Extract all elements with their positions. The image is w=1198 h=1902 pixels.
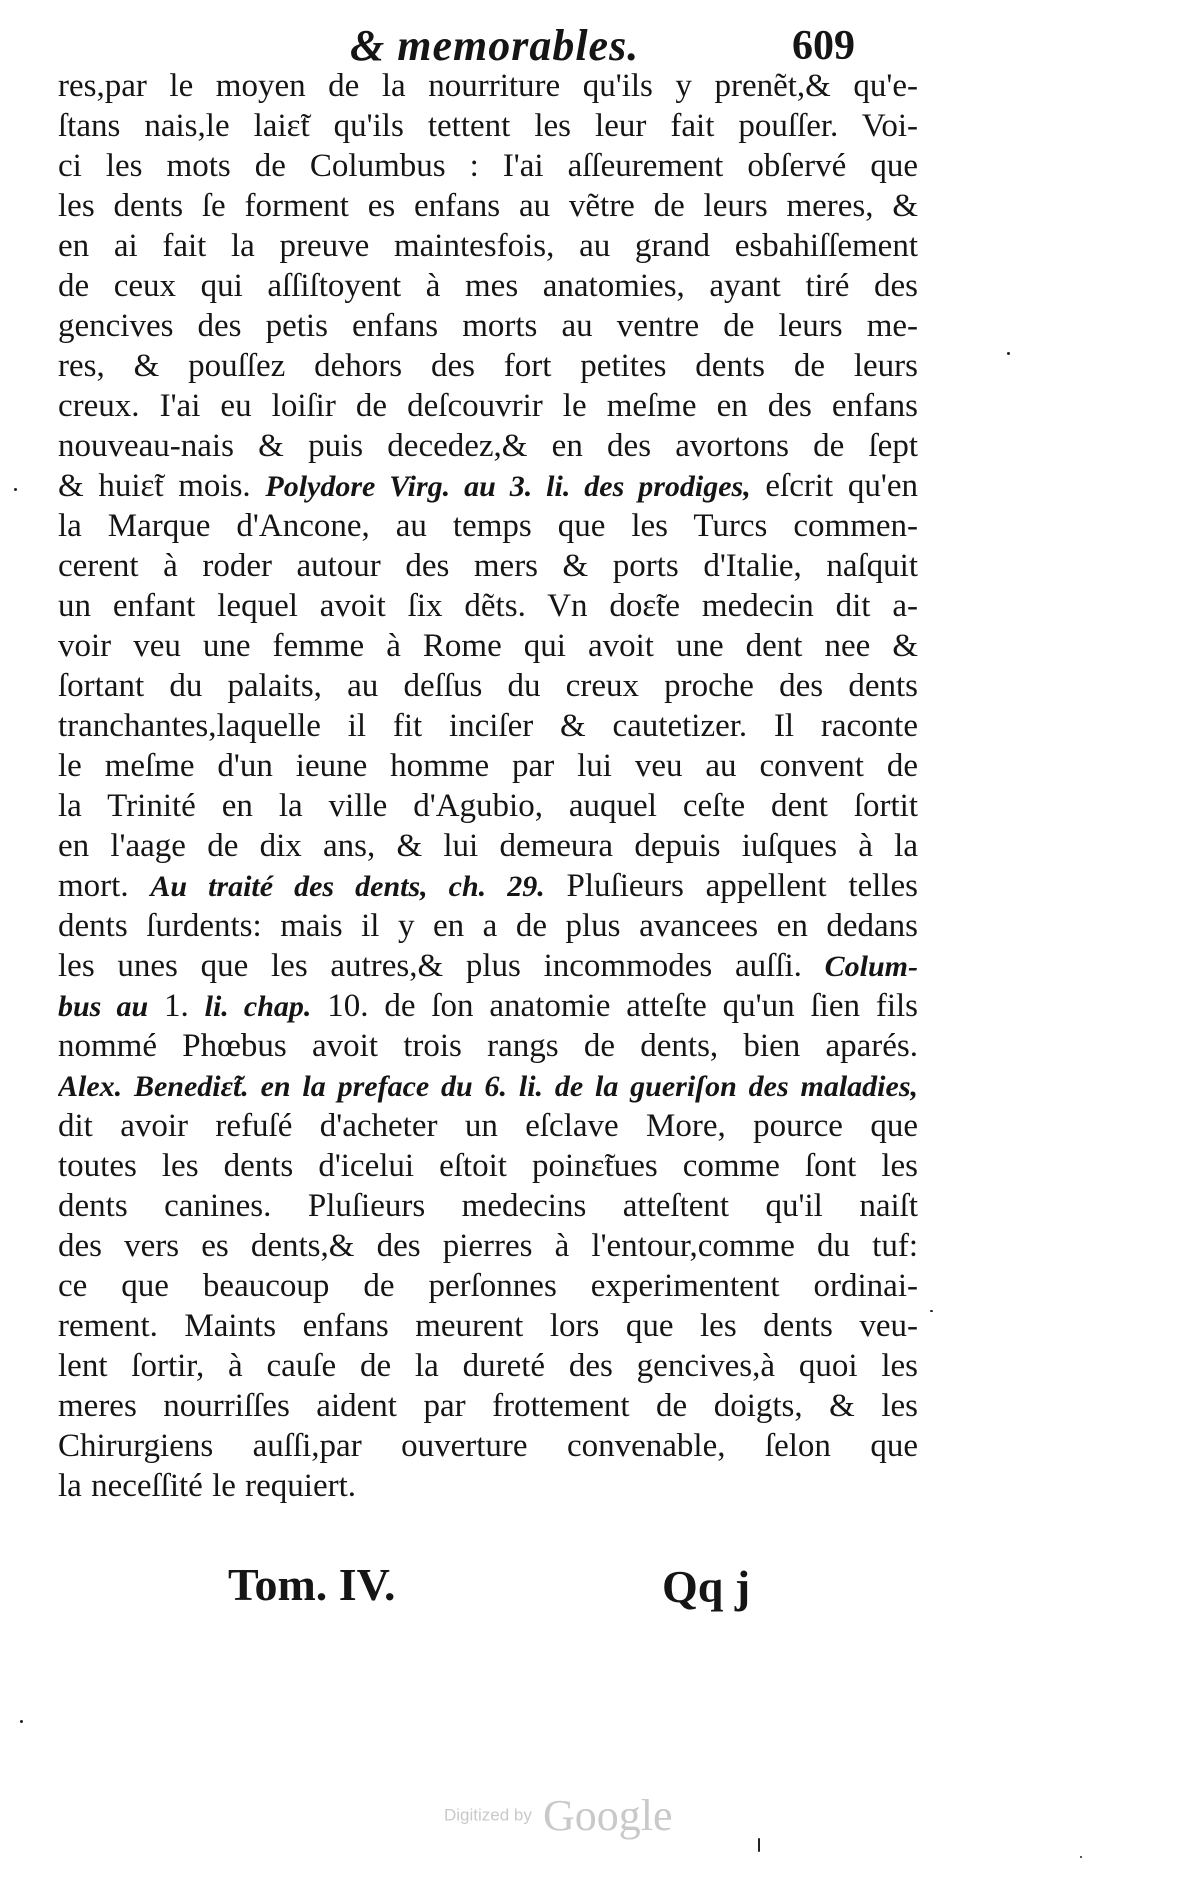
text-line <box>58 706 918 746</box>
text-segment: dents ſurdents: mais il y en a de plus avancees en dedans <box>58 908 918 944</box>
ink-speck <box>1080 1856 1082 1858</box>
text-line <box>58 866 918 906</box>
marginal-reference: Colum- <box>824 950 918 983</box>
text-line <box>58 466 918 506</box>
text-line <box>58 1266 918 1306</box>
text-segment: ſtans nais,le laiɛ̃t qu'ils tettent les leur fait pouſſer. Voi- <box>58 108 918 144</box>
marginal-reference: Alex. Benediɛ̃t. en la preface du 6. li. de la gueriſon des maladies, <box>58 1070 918 1103</box>
text-segment: des vers es dents,& des pierres à l'entour,comme du tuf: <box>58 1228 918 1264</box>
text-segment: gencives des petis enfans morts au ventre de leurs me- <box>58 308 918 344</box>
text-segment: de ceux qui aſſiſtoyent à mes anatomies, ayant tiré des <box>58 268 918 304</box>
watermark-prefix: Digitized by <box>444 1805 532 1825</box>
text-segment: meres nourriſſes aident par frottement de doigts, & les <box>58 1388 918 1424</box>
text-segment: en l'aage de dix ans, & lui demeura depuis iuſques à la <box>58 828 918 864</box>
page-footer <box>0 1558 1198 1618</box>
text-segment: res, & pouſſez dehors des fort petites dents de leurs <box>58 348 918 384</box>
text-line <box>58 986 918 1026</box>
text-line <box>58 1066 918 1106</box>
text-line <box>58 1106 918 1146</box>
text-line <box>58 1226 918 1266</box>
text-line <box>58 1186 918 1226</box>
text-line <box>58 426 918 466</box>
text-segment: cerent à roder autour des mers & ports d'Italie, naſquit <box>58 548 918 584</box>
ink-speck <box>930 1310 933 1312</box>
text-line <box>58 1306 918 1346</box>
text-segment: la Marque d'Ancone, au temps que les Turcs commen- <box>58 508 918 544</box>
running-head <box>0 16 1198 72</box>
text-segment: & huiɛ̃t mois. <box>58 468 266 504</box>
text-segment: toutes les dents d'icelui eſtoit poinɛ̃tues comme ſont les <box>58 1148 918 1184</box>
text-line <box>58 1346 918 1386</box>
text-segment: Chirurgiens auſſi,par ouverture convenable, ſelon que <box>58 1428 918 1464</box>
text-line <box>58 146 918 186</box>
text-line <box>58 266 918 306</box>
text-line <box>58 506 918 546</box>
page-number: 609 <box>792 23 855 69</box>
text-segment: creux. I'ai eu loiſir de deſcouvrir le meſme en des enfans <box>58 388 918 424</box>
text-segment: res,par le moyen de la nourriture qu'ils y prenẽt,& qu'e- <box>58 68 918 104</box>
text-segment: un enfant lequel avoit ſix dẽts. Vn doɛ̃te medecin dit a- <box>58 588 918 624</box>
text-segment: Pluſieurs appellent telles <box>544 868 918 904</box>
text-line <box>58 186 918 226</box>
text-segment: eſcrit qu'en <box>750 468 918 504</box>
text-segment: nommé Phœbus avoit trois rangs de dents, bien aparés. <box>58 1028 918 1064</box>
marginal-reference: Au traité des dents, ch. 29. <box>150 870 545 903</box>
marginal-reference: Polydore Virg. au 3. li. des prodiges, <box>265 470 751 503</box>
volume-label: Tom. IV. <box>228 1559 396 1610</box>
text-line <box>58 66 918 106</box>
signature-mark: Qq j <box>662 1561 751 1612</box>
text-segment: les unes que les autres,& plus incommodes auſſi. <box>58 948 825 984</box>
text-segment: lent ſortir, à cauſe de la dureté des gencives,à quoi les <box>58 1348 918 1384</box>
text-segment: ci les mots de Columbus : I'ai aſſeurement obſervé que <box>58 148 918 184</box>
watermark-logo: Google <box>542 1791 673 1840</box>
text-segment: dents canines. Pluſieurs medecins atteſtent qu'il naiſt <box>58 1188 918 1224</box>
text-segment: en ai fait la preuve maintesfois, au grand esbahiſſement <box>58 228 918 264</box>
text-segment: rement. Maints enfans meurent lors que les dents veu- <box>58 1308 918 1344</box>
ink-speck <box>1007 352 1010 355</box>
ink-speck <box>14 488 17 491</box>
text-segment: nouveau-nais & puis decedez,& en des avortons de ſept <box>58 428 918 464</box>
ink-speck <box>758 1838 760 1852</box>
text-line <box>58 106 918 146</box>
marginal-reference: bus au <box>58 990 149 1023</box>
marginal-reference: li. chap. <box>204 990 312 1023</box>
text-line <box>58 1466 918 1506</box>
text-segment: voir veu une femme à Rome qui avoit une dent nee & <box>58 628 918 664</box>
text-line <box>58 1426 918 1466</box>
text-segment: le meſme d'un ieune homme par lui veu au convent de <box>58 748 918 784</box>
text-line <box>58 666 918 706</box>
text-segment: 10. de ſon anatomie atteſte qu'un ſien fils <box>311 988 918 1024</box>
body-text <box>58 66 918 1506</box>
text-line <box>58 386 918 426</box>
digitization-watermark <box>444 1790 673 1841</box>
text-line <box>58 946 918 986</box>
text-segment: ſortant du palaits, au deſſus du creux proche des dents <box>58 668 918 704</box>
ink-speck <box>20 1720 23 1723</box>
text-line <box>58 546 918 586</box>
text-line <box>58 826 918 866</box>
text-line <box>58 786 918 826</box>
text-line <box>58 226 918 266</box>
text-line <box>58 306 918 346</box>
text-line <box>58 586 918 626</box>
text-segment: tranchantes,laquelle il fit inciſer & cautetizer. Il raconte <box>58 708 918 744</box>
text-line <box>58 1386 918 1426</box>
text-line <box>58 1026 918 1066</box>
text-segment: les dents ſe forment es enfans au vẽtre de leurs meres, & <box>58 188 918 224</box>
text-line <box>58 746 918 786</box>
text-line <box>58 346 918 386</box>
text-line <box>58 626 918 666</box>
text-segment: la neceſſité le requiert. <box>58 1468 357 1504</box>
running-title: & memorables. <box>350 21 640 70</box>
text-segment: ce que beaucoup de perſonnes experimentent ordinai- <box>58 1268 918 1304</box>
text-line <box>58 906 918 946</box>
text-segment: la Trinité en la ville d'Agubio, auquel ceſte dent ſortit <box>58 788 918 824</box>
text-segment: dit avoir refuſé d'acheter un eſclave More, pource que <box>58 1108 918 1144</box>
text-line <box>58 1146 918 1186</box>
text-segment: 1. <box>148 988 205 1024</box>
text-segment: mort. <box>58 868 151 904</box>
